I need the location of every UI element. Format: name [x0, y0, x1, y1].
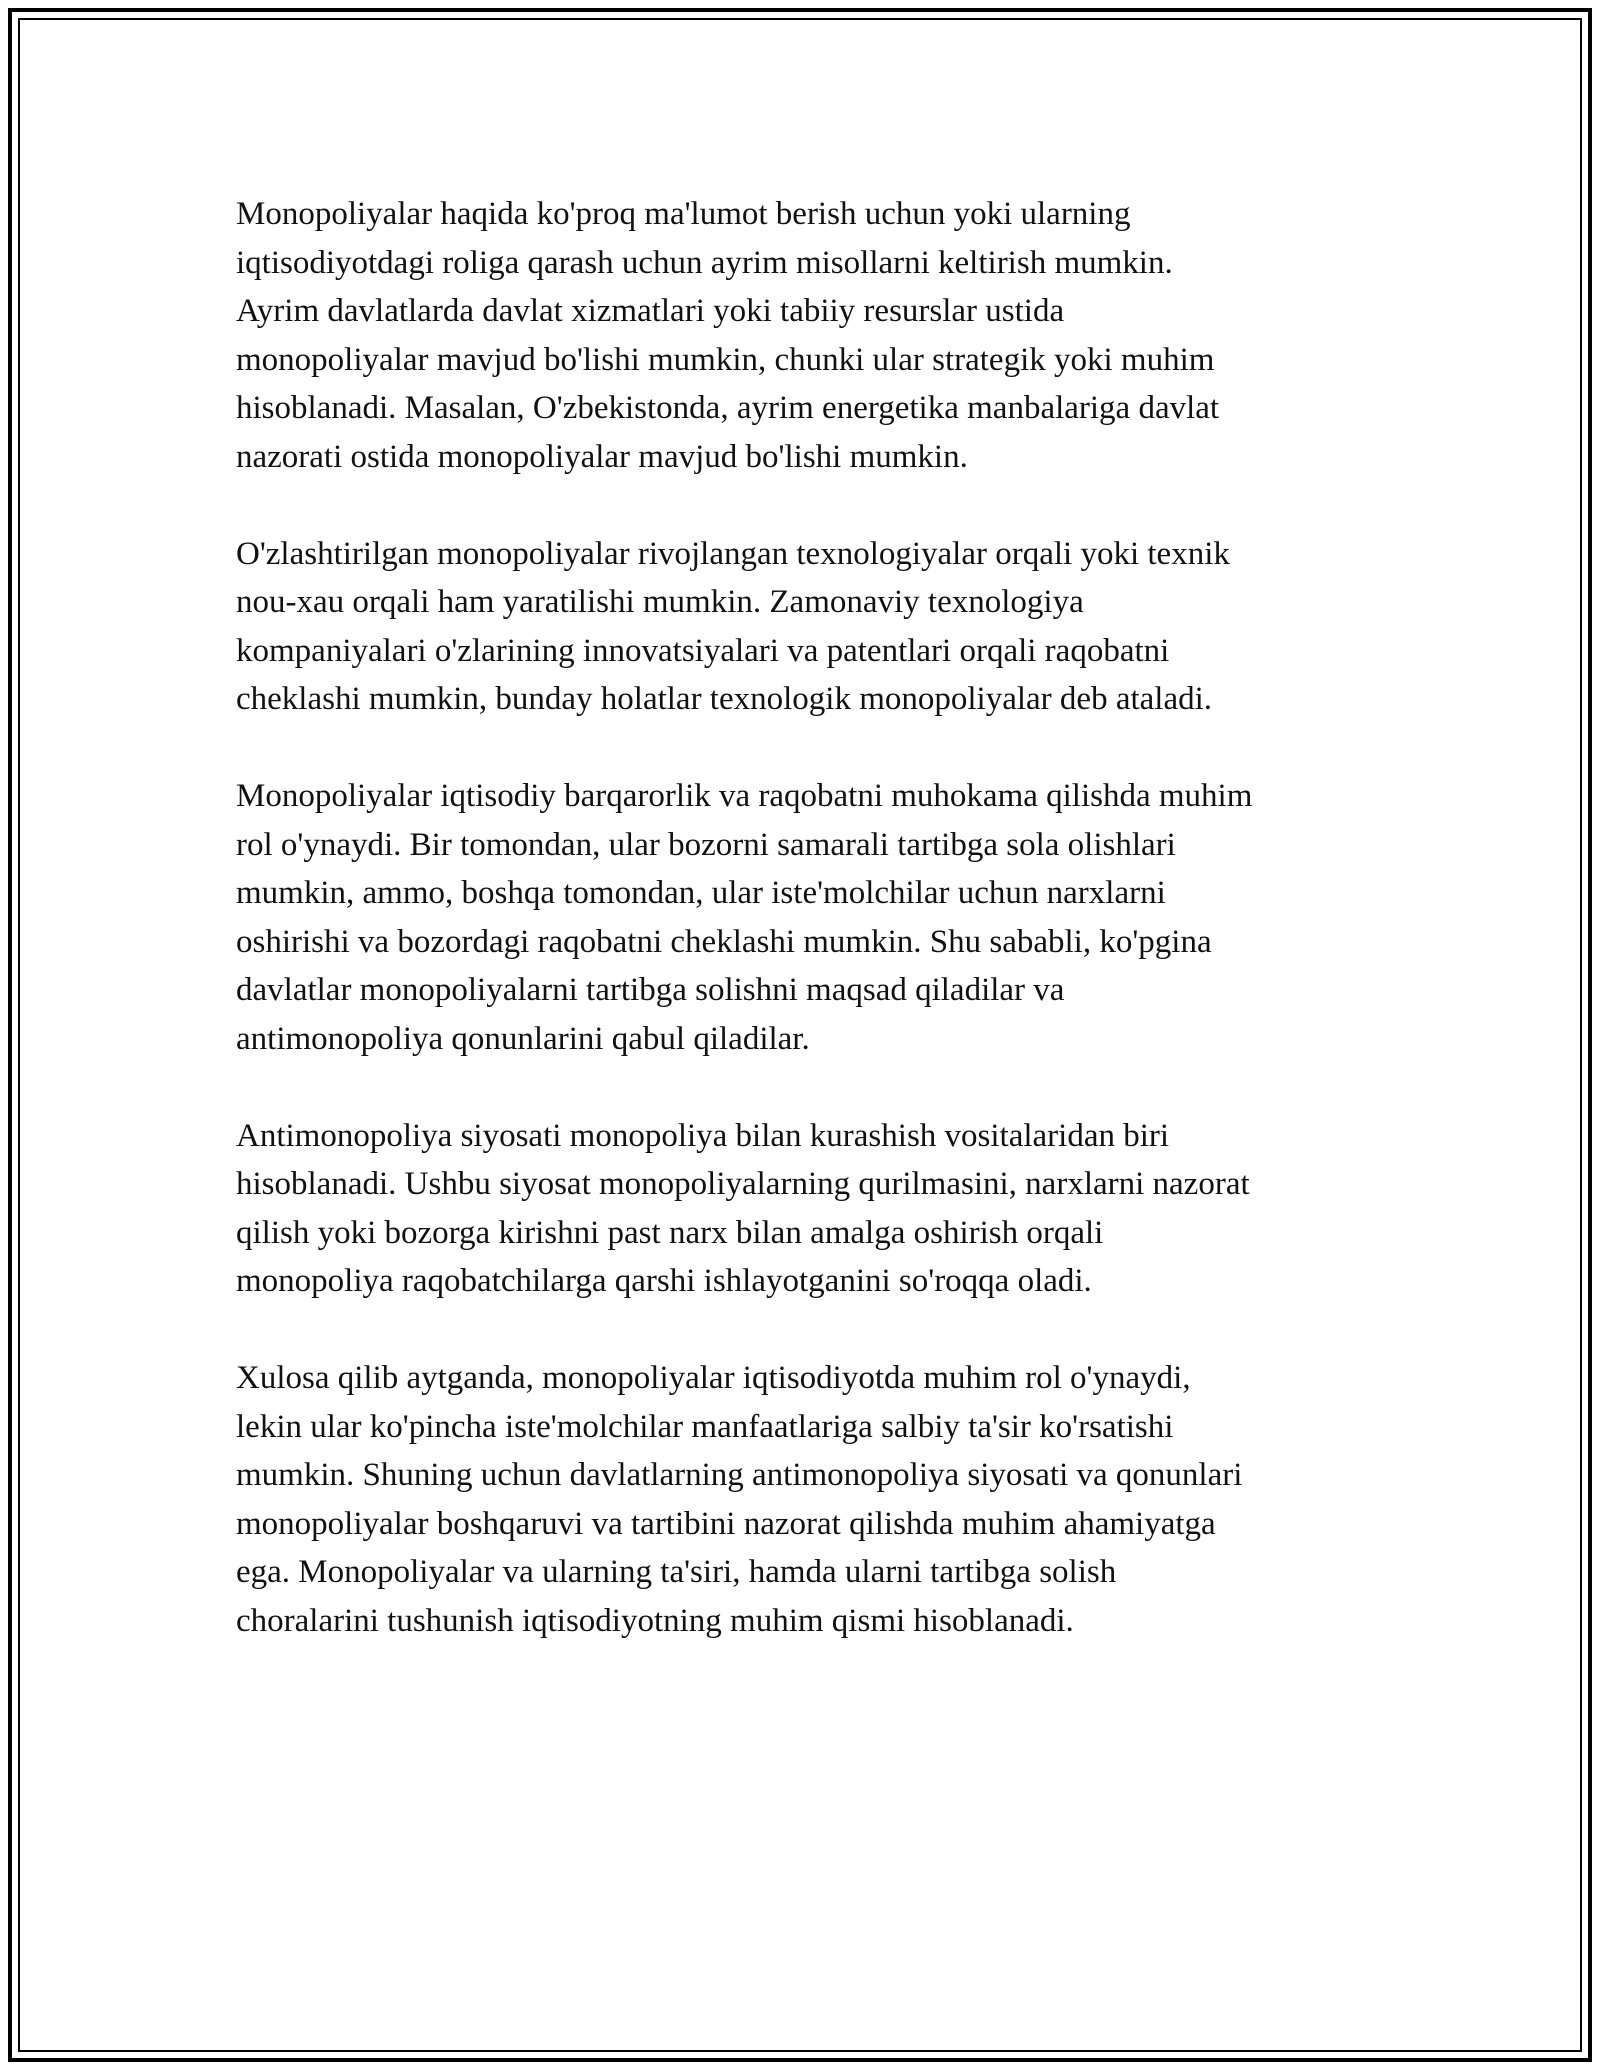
paragraph-5: Xulosa qilib aytganda, monopoliyalar iqtisodiyotda muhim rol o'ynaydi, lekin ular ko'pincha iste'molchilar manfaatlariga salbiy ta'sir ko'rsatishi mumkin. Shuning uchun davlatlarning antimonopoliya siyosati va qonunlari monopoliyalar boshqaruvi va tartibini nazorat qilishda muhim ahamiyatga ega. Monopoliyalar va ularning ta'siri, hamda ularni tartibga solish choralarini tushunish iqtisodiyotning muhim qismi hisoblanadi.	[236, 1360, 1243, 1639]
document-body	[236, 190, 1396, 1694]
paragraph-2: O'zlashtirilgan monopoliyalar rivojlangan texnologiyalar orqali yoki texnik nou-xau orqali ham yaratilishi mumkin. Zamonaviy texnologiya kompaniyalari o'zlarining innovatsiyalari va patentlari orqali raqobatni cheklashi mumkin, bunday holatlar texnologik monopoliyalar deb ataladi.	[236, 535, 1230, 717]
paragraph-3: Monopoliyalar iqtisodiy barqarorlik va raqobatni muhokama qilishda muhim rol o'ynaydi. Bir tomondan, ular bozorni samarali tartibga sola olishlari mumkin, ammo, boshqa tomondan, ular iste'molchilar uchun narxlarni oshirishi va bozordagi raqobatni cheklashi mumkin. Shu sababli, ko'pgina davlatlar monopoliyalarni tartibga solishni maqsad qiladilar va antimonopoliya qonunlarini qabul qiladilar.	[236, 778, 1253, 1057]
paragraph-1: Monopoliyalar haqida ko'proq ma'lumot berish uchun yoki ularning iqtisodiyotdagi roliga qarash uchun ayrim misollarni keltirish mumkin. Ayrim davlatlarda davlat xizmatlari yoki tabiiy resurslar ustida monopoliyalar mavjud bo'lishi mumkin, chunki ular strategik yoki muhim hisoblanadi. Masalan, O'zbekistonda, ayrim energetika manbalariga davlat nazorati ostida monopoliyalar mavjud bo'lishi mumkin.	[236, 196, 1220, 475]
paragraph-4: Antimonopoliya siyosati monopoliya bilan kurashish vositalaridan biri hisoblanadi. Ushbu siyosat monopoliyalarning qurilmasini, narxlarni nazorat qilish yoki bozorga kirishni past narx bilan amalga oshirish orqali monopoliya raqobatchilarga qarshi ishlayotganini so'roqqa oladi.	[236, 1117, 1250, 1299]
